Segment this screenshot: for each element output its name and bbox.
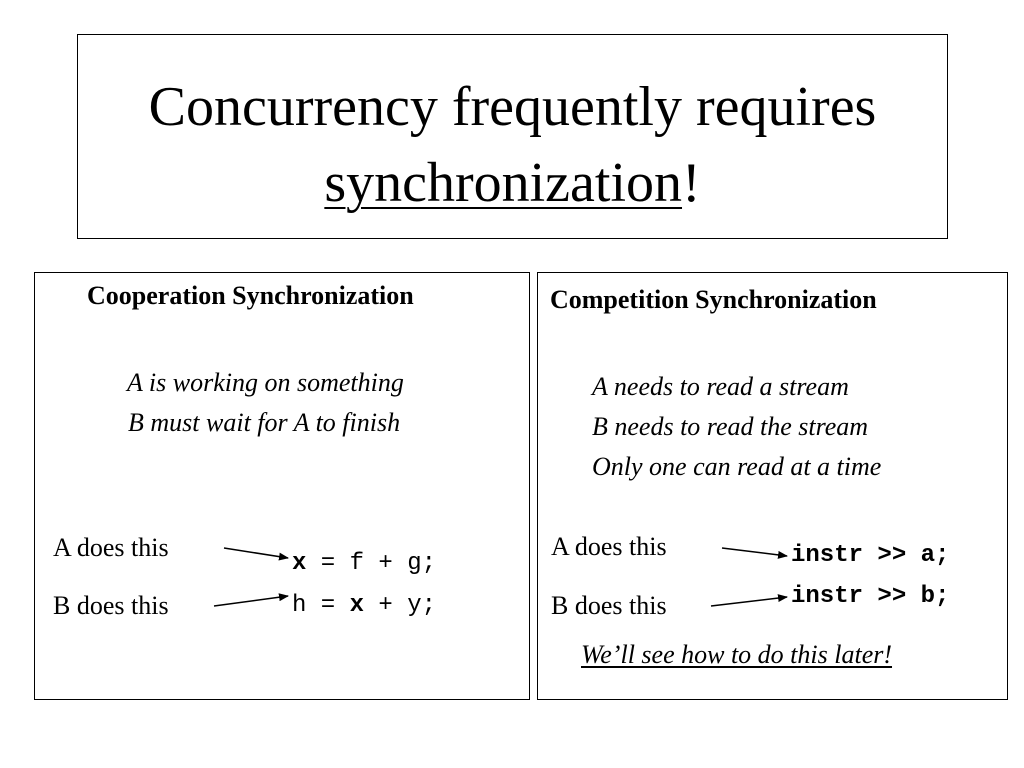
coop-b-arrow bbox=[214, 596, 288, 606]
cooperation-heading: Cooperation Synchronization bbox=[87, 281, 414, 310]
competition-description-line3: Only one can read at a time bbox=[592, 452, 882, 481]
comp-a-arrow bbox=[722, 548, 787, 556]
comp-code-line1: instr >> a; bbox=[791, 542, 950, 569]
competition-description-line1: A needs to read a stream bbox=[592, 372, 849, 401]
code-rest: + y; bbox=[364, 592, 437, 619]
code-rest: = f + g; bbox=[306, 550, 437, 577]
slide-title-line1: Concurrency frequently requires bbox=[148, 76, 877, 138]
cooperation-description-line2: B must wait for A to finish bbox=[128, 408, 401, 437]
exclamation: ! bbox=[682, 152, 701, 214]
comp-code-line2: instr >> b; bbox=[791, 583, 950, 610]
coop-a-arrow bbox=[224, 548, 288, 558]
coop-b-label: B does this bbox=[53, 591, 169, 620]
coop-a-label: A does this bbox=[53, 533, 169, 562]
synchronization-term: synchronization bbox=[324, 152, 683, 214]
later-note: We’ll see how to do this later! bbox=[581, 640, 893, 669]
comp-b-arrow bbox=[711, 597, 787, 606]
competition-description-line2: B needs to read the stream bbox=[592, 412, 869, 441]
code-var-x: x bbox=[349, 592, 365, 619]
code-lhs: h = bbox=[292, 592, 350, 619]
cooperation-description-line1: A is working on something bbox=[127, 368, 404, 397]
comp-a-label: A does this bbox=[551, 532, 667, 561]
comp-b-label: B does this bbox=[551, 591, 667, 620]
competition-heading: Competition Synchronization bbox=[550, 285, 877, 314]
code-var-x: x bbox=[292, 550, 307, 577]
